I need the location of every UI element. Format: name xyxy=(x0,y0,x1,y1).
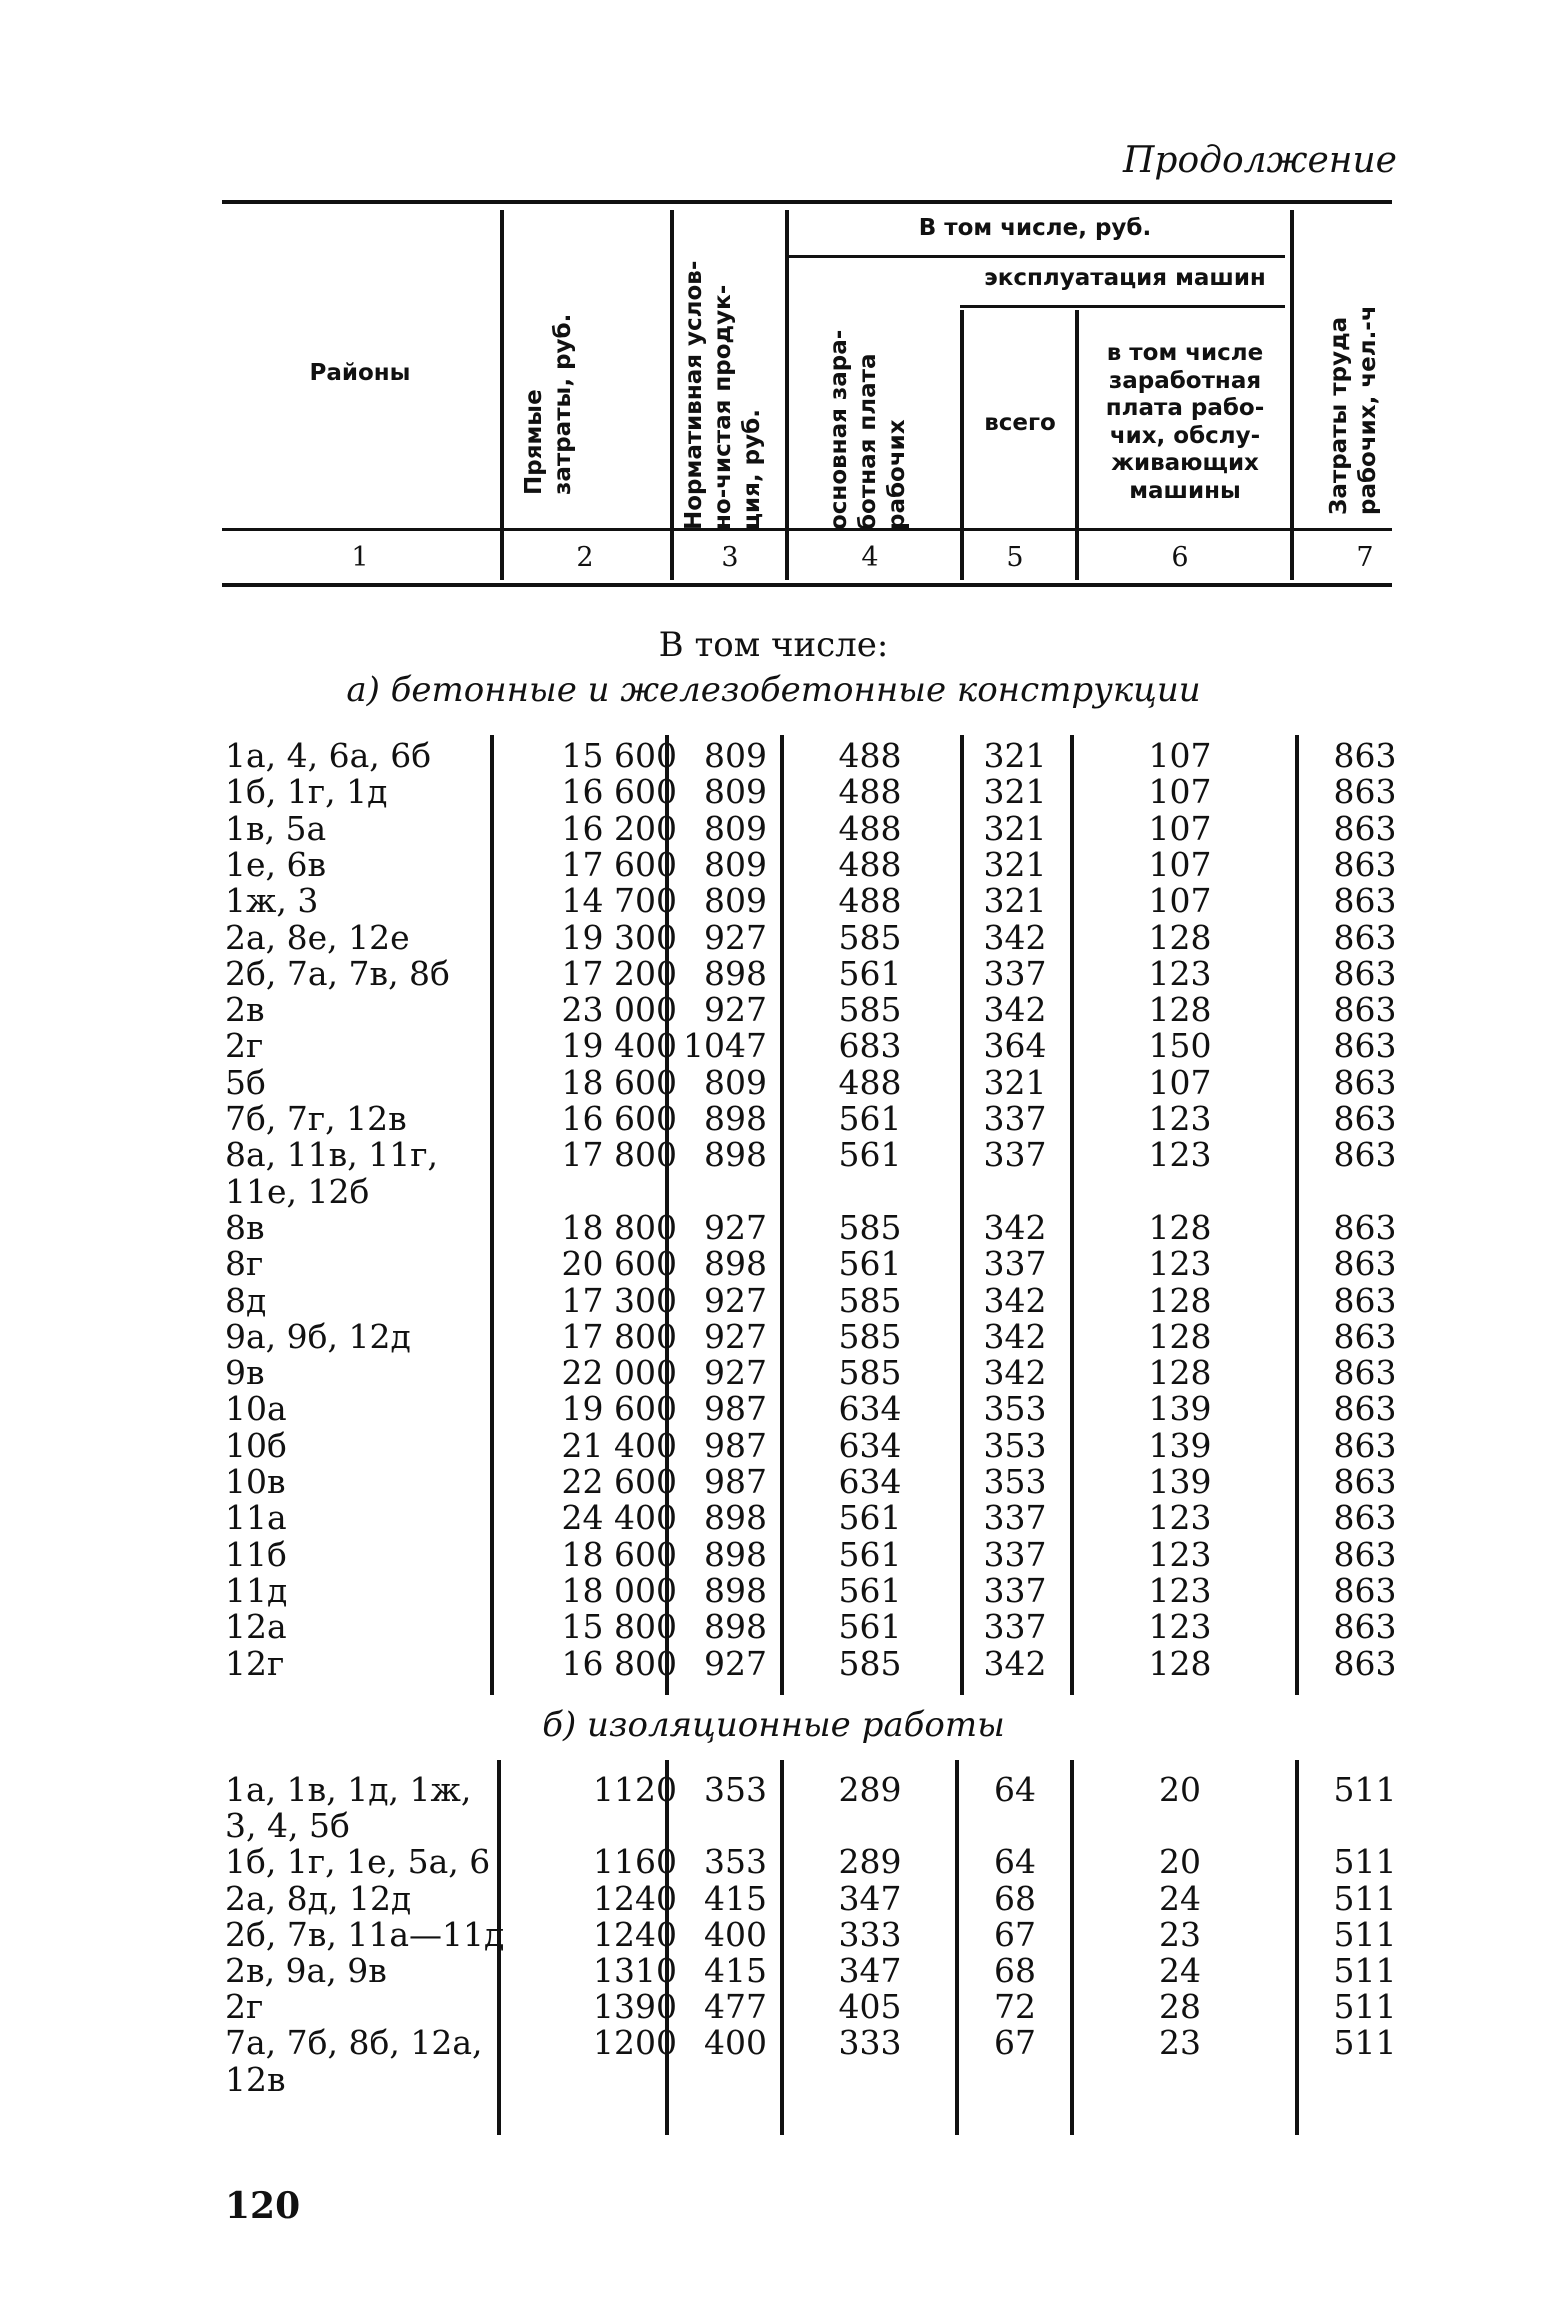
section-a-cell-col7: 863 xyxy=(1333,1099,1397,1138)
table-row xyxy=(0,1989,1547,2025)
section-a-cell-col5: 321 xyxy=(983,1062,1047,1102)
section-b-cell-col7: 511 xyxy=(1333,1914,1397,1954)
section-a-cell-col3: 927 xyxy=(704,1316,767,1356)
section-b-cell-col4: 289 xyxy=(838,1770,902,1809)
section-a-cell-col7: 863 xyxy=(1333,844,1397,884)
section-a-cell-col1: 9а, 9б, 12д xyxy=(225,1316,411,1356)
table-row xyxy=(0,1062,1547,1102)
section-a-cell-col5: 321 xyxy=(983,772,1047,812)
section-a-cell-col2: 16 600 xyxy=(561,772,677,812)
section-b-cell-col1: 2б, 7в, 11а—11д xyxy=(225,1914,505,1954)
section-b-cell-col6: 23 xyxy=(1159,1914,1201,1954)
table-row xyxy=(0,1101,1547,1137)
header-top-rule xyxy=(222,200,1392,204)
section-a-cell-col6: 128 xyxy=(1148,1353,1212,1393)
section-a-cell-col1: 12а xyxy=(225,1607,287,1647)
table-row xyxy=(0,1137,1547,1173)
section-intro: В том числе: xyxy=(658,625,889,665)
section-a-cell-col7: 863 xyxy=(1333,1207,1397,1247)
section-b-cell-col6: 24 xyxy=(1159,1951,1201,1990)
table-row xyxy=(0,1500,1547,1536)
table-row xyxy=(0,1028,1547,1064)
section-a-cell-col6: 123 xyxy=(1148,1244,1212,1284)
page-number: 120 xyxy=(225,2185,301,2227)
section-a-cell-col1: 11а xyxy=(225,1498,287,1538)
section-a-cell-col1: 2б, 7а, 7в, 8б xyxy=(225,953,450,993)
header-vrule-2 xyxy=(670,210,674,580)
section-a-cell-col4: 585 xyxy=(838,1316,902,1356)
group-rule xyxy=(785,255,1285,258)
section-a-cell-col2: 18 800 xyxy=(561,1207,677,1247)
section-a-cell-col3: 987 xyxy=(704,1425,767,1465)
section-a-cell-col2: 22 600 xyxy=(561,1462,677,1501)
section-a-cell-col4: 634 xyxy=(838,1425,902,1465)
section-a-cell-col2: 19 400 xyxy=(561,1026,677,1066)
section-b-cell-col3: 477 xyxy=(704,1987,767,2027)
section-a-cell-col2: 23 000 xyxy=(561,990,677,1030)
section-a-cell-col2: 17 200 xyxy=(561,953,677,993)
section-a-cell-col3: 898 xyxy=(704,1135,767,1175)
section-b-cell-col4: 289 xyxy=(838,1842,902,1882)
section-a-cell-col5: 353 xyxy=(983,1389,1047,1429)
section-a-cell-col5: 353 xyxy=(983,1462,1047,1501)
section-a-cell-col5: 337 xyxy=(983,1607,1047,1647)
section-b-cell-col5: 68 xyxy=(994,1878,1036,1918)
section-a-cell-col4: 634 xyxy=(838,1462,902,1501)
section-a-cell-col1: 2а, 8е, 12е xyxy=(225,917,410,957)
col-number-7: 7 xyxy=(1356,542,1374,573)
section-a-cell-col2: 15 600 xyxy=(561,736,677,775)
section-a-cell-col3: 898 xyxy=(704,1099,767,1138)
section-b-cell-col2: 1200 xyxy=(593,2023,677,2063)
section-a-cell-col2: 17 800 xyxy=(561,1135,677,1175)
section-b-cell-col2: 1390 xyxy=(593,1987,677,2027)
header-col5: всего xyxy=(984,410,1056,436)
section-b-title: б) изоляционные работы xyxy=(542,1705,1005,1745)
section-a-cell-col5: 342 xyxy=(983,1207,1047,1247)
section-a-cell-col3: 927 xyxy=(704,917,767,957)
section-a-cell-col5: 337 xyxy=(983,1135,1047,1175)
section-a-cell-col5: 342 xyxy=(983,1353,1047,1393)
section-b-cell-col2: 1120 xyxy=(593,1770,677,1809)
section-b-cell-col1: 3, 4, 5б xyxy=(225,1806,350,1846)
section-b-cell-col1: 12в xyxy=(225,2059,286,2099)
table-row xyxy=(0,992,1547,1028)
section-a-cell-col1: 1в, 5а xyxy=(225,808,327,848)
section-a-cell-col3: 809 xyxy=(704,1062,767,1102)
section-a-cell-col2: 19 300 xyxy=(561,917,677,957)
header-col7: Затраты труда рабочих, чел.-ч xyxy=(1326,305,1381,515)
section-a-cell-col4: 585 xyxy=(838,1280,902,1320)
section-a-cell-col6: 128 xyxy=(1148,1207,1212,1247)
col-number-6: 6 xyxy=(1171,542,1189,573)
section-a-cell-col1: 9в xyxy=(225,1353,265,1393)
section-a-cell-col1: 1ж, 3 xyxy=(225,881,319,921)
section-a-cell-col1: 8а, 11в, 11г, xyxy=(225,1135,438,1175)
section-a-cell-col2: 18 000 xyxy=(561,1570,677,1610)
table-row xyxy=(0,1534,1547,1574)
section-a-cell-col2: 24 400 xyxy=(561,1498,677,1538)
section-a-cell-col1: 11е, 12б xyxy=(225,1171,370,1211)
section-b-cell-col6: 24 xyxy=(1159,1878,1201,1918)
table-row xyxy=(0,1280,1547,1320)
section-a-cell-col6: 107 xyxy=(1148,844,1212,884)
table-row xyxy=(0,1464,1547,1500)
col-number-2: 2 xyxy=(576,542,594,573)
section-a-cell-col6: 150 xyxy=(1148,1026,1212,1066)
section-a-cell-col4: 561 xyxy=(838,1534,902,1574)
section-a-cell-col7: 863 xyxy=(1333,1570,1397,1610)
section-a-cell-col3: 809 xyxy=(704,881,767,921)
section-a-cell-col2: 17 800 xyxy=(561,1316,677,1356)
section-a-cell-col1: 10б xyxy=(225,1425,287,1465)
table-row xyxy=(0,1643,1547,1683)
section-b-cell-col1: 1а, 1в, 1д, 1ж, xyxy=(225,1770,472,1809)
section-a-cell-col4: 561 xyxy=(838,1498,902,1538)
section-b-cell-col4: 333 xyxy=(838,2023,902,2063)
section-b-cell-col6: 28 xyxy=(1159,1987,1201,2027)
section-a-cell-col4: 585 xyxy=(838,917,902,957)
header-col4: основная зара-ботная плата рабочих xyxy=(826,329,910,530)
section-a-cell-col6: 128 xyxy=(1148,990,1212,1030)
section-a-cell-col1: 7б, 7г, 12в xyxy=(225,1099,407,1138)
section-a-cell-col3: 1047 xyxy=(683,1026,767,1066)
section-a-cell-col4: 561 xyxy=(838,953,902,993)
section-a-cell-col4: 585 xyxy=(838,1353,902,1393)
section-a-cell-col1: 11д xyxy=(225,1570,288,1610)
table-row xyxy=(0,844,1547,884)
table-row xyxy=(0,917,1547,957)
section-b-cell-col4: 333 xyxy=(838,1914,902,1954)
section-a-cell-col2: 17 300 xyxy=(561,1280,677,1320)
section-a-cell-col3: 809 xyxy=(704,736,767,775)
section-a-cell-col1: 10а xyxy=(225,1389,287,1429)
section-a-cell-col6: 107 xyxy=(1148,736,1212,775)
section-a-cell-col5: 342 xyxy=(983,917,1047,957)
section-a-cell-col3: 927 xyxy=(704,990,767,1030)
header-bottom-rule xyxy=(222,528,1392,531)
section-a-cell-col7: 863 xyxy=(1333,1135,1397,1175)
section-b-cell-col1: 1б, 1г, 1е, 5а, 6 xyxy=(225,1842,491,1882)
section-b-cell-col4: 347 xyxy=(838,1951,902,1990)
section-a-cell-col6: 107 xyxy=(1148,772,1212,812)
table-row xyxy=(0,1878,1547,1918)
section-a-cell-col3: 809 xyxy=(704,808,767,848)
section-a-cell-col1: 8г xyxy=(225,1244,264,1284)
section-a-cell-col1: 5б xyxy=(225,1062,266,1102)
section-b-cell-col6: 20 xyxy=(1159,1770,1201,1809)
section-a-cell-col7: 863 xyxy=(1333,953,1397,993)
header-vrule-6 xyxy=(1290,210,1294,580)
section-a-cell-col6: 128 xyxy=(1148,917,1212,957)
section-b-cell-col4: 405 xyxy=(838,1987,902,2027)
section-a-cell-col7: 863 xyxy=(1333,772,1397,812)
section-a-cell-col3: 927 xyxy=(704,1353,767,1393)
section-b-cell-col2: 1160 xyxy=(593,1842,677,1882)
section-a-cell-col5: 321 xyxy=(983,808,1047,848)
header-col6: в том числе заработная плата рабо-чих, обслу-живающих машины xyxy=(1105,340,1265,504)
section-a-cell-col5: 342 xyxy=(983,1316,1047,1356)
section-b-cell-col2: 1240 xyxy=(593,1878,677,1918)
section-a-cell-col3: 927 xyxy=(704,1643,767,1683)
section-a-cell-col6: 123 xyxy=(1148,1570,1212,1610)
section-a-cell-col4: 561 xyxy=(838,1607,902,1647)
section-a-cell-col6: 139 xyxy=(1148,1389,1212,1429)
section-a-cell-col5: 321 xyxy=(983,881,1047,921)
section-a-cell-col7: 863 xyxy=(1333,736,1397,775)
section-a-cell-col1: 2г xyxy=(225,1026,264,1066)
section-a-cell-col2: 20 600 xyxy=(561,1244,677,1284)
section-a-cell-col7: 863 xyxy=(1333,1498,1397,1538)
section-a-cell-col6: 107 xyxy=(1148,808,1212,848)
section-a-cell-col2: 21 400 xyxy=(561,1425,677,1465)
header-col3: Нормативная услов-но-чистая продук-ция, руб. xyxy=(681,260,765,530)
section-a-cell-col2: 16 800 xyxy=(561,1643,677,1683)
section-b-cell-col1: 7а, 7б, 8б, 12а, xyxy=(225,2023,483,2063)
table-row xyxy=(0,1425,1547,1465)
section-a-cell-col3: 987 xyxy=(704,1462,767,1501)
section-a-cell-col1: 2в xyxy=(225,990,265,1030)
section-a-cell-col4: 683 xyxy=(838,1026,902,1066)
section-a-cell-col4: 488 xyxy=(838,844,902,884)
section-a-cell-col1: 8д xyxy=(225,1280,267,1320)
section-a-cell-col3: 927 xyxy=(704,1280,767,1320)
section-a-cell-col6: 123 xyxy=(1148,1607,1212,1647)
section-b-cell-col3: 400 xyxy=(704,1914,767,1954)
header-vrule-3 xyxy=(785,210,789,580)
section-a-cell-col7: 863 xyxy=(1333,1462,1397,1501)
section-a-cell-col4: 561 xyxy=(838,1244,902,1284)
section-a-cell-col7: 863 xyxy=(1333,1316,1397,1356)
section-a-cell-col5: 342 xyxy=(983,1280,1047,1320)
section-a-cell-col2: 17 600 xyxy=(561,844,677,884)
section-a-cell-col5: 342 xyxy=(983,1643,1047,1683)
section-a-cell-col5: 337 xyxy=(983,1244,1047,1284)
section-b-cell-col3: 415 xyxy=(704,1951,767,1990)
section-b-cell-col7: 511 xyxy=(1333,1878,1397,1918)
section-a-cell-col6: 123 xyxy=(1148,1498,1212,1538)
section-b-cell-col1: 2а, 8д, 12д xyxy=(225,1878,412,1918)
table-row xyxy=(0,1207,1547,1247)
section-a-cell-col7: 863 xyxy=(1333,1280,1397,1320)
section-a-cell-col1: 11б xyxy=(225,1534,287,1574)
section-b-cell-col3: 353 xyxy=(704,1770,767,1809)
section-b-cell-col1: 2г xyxy=(225,1987,264,2027)
section-a-cell-col4: 488 xyxy=(838,808,902,848)
section-a-cell-col5: 342 xyxy=(983,990,1047,1030)
section-b-cell-col4: 347 xyxy=(838,1878,902,1918)
section-a-cell-col6: 128 xyxy=(1148,1280,1212,1320)
col-number-4: 4 xyxy=(861,542,879,573)
header-vrule-4 xyxy=(960,310,964,580)
table-row xyxy=(0,1953,1547,1989)
table-row xyxy=(0,1391,1547,1427)
header-subgroup: эксплуатация машин xyxy=(984,265,1266,291)
table-row xyxy=(0,1772,1547,1808)
section-b-cell-col5: 64 xyxy=(994,1842,1036,1882)
section-b-cell-col3: 415 xyxy=(704,1878,767,1918)
header-col2: Прямые затраты, руб. xyxy=(521,313,576,495)
section-b-cell-col7: 511 xyxy=(1333,1842,1397,1882)
table-row xyxy=(0,2059,1547,2099)
section-a-cell-col4: 488 xyxy=(838,1062,902,1102)
table-row xyxy=(0,1808,1547,1844)
section-a-cell-col3: 809 xyxy=(704,772,767,812)
section-a-cell-col6: 123 xyxy=(1148,953,1212,993)
table-row xyxy=(0,774,1547,810)
section-a-cell-col4: 561 xyxy=(838,1135,902,1175)
section-a-cell-col5: 353 xyxy=(983,1425,1047,1465)
section-a-cell-col4: 634 xyxy=(838,1389,902,1429)
section-b-cell-col6: 23 xyxy=(1159,2023,1201,2063)
continuation-label: Продолжение xyxy=(1123,140,1397,181)
section-a-cell-col4: 585 xyxy=(838,1207,902,1247)
section-b-cell-col5: 67 xyxy=(994,1914,1036,1954)
section-a-cell-col3: 898 xyxy=(704,1570,767,1610)
section-a-cell-col2: 18 600 xyxy=(561,1534,677,1574)
section-a-cell-col7: 863 xyxy=(1333,1026,1397,1066)
table-row xyxy=(0,1609,1547,1645)
section-a-cell-col1: 1б, 1г, 1д xyxy=(225,772,388,812)
col-number-1: 1 xyxy=(351,542,369,573)
section-a-cell-col7: 863 xyxy=(1333,1353,1397,1393)
section-a-cell-col4: 488 xyxy=(838,772,902,812)
table-row xyxy=(0,1844,1547,1880)
section-b-cell-col5: 67 xyxy=(994,2023,1036,2063)
section-a-cell-col4: 561 xyxy=(838,1099,902,1138)
table-row xyxy=(0,883,1547,919)
section-a-cell-col1: 12г xyxy=(225,1643,285,1683)
section-b-cell-col7: 511 xyxy=(1333,1951,1397,1990)
table-row xyxy=(0,1570,1547,1610)
table-row xyxy=(0,2025,1547,2061)
section-a-cell-col7: 863 xyxy=(1333,1425,1397,1465)
section-a-cell-col2: 18 600 xyxy=(561,1062,677,1102)
section-b-cell-col7: 511 xyxy=(1333,1987,1397,2027)
section-a-cell-col4: 488 xyxy=(838,881,902,921)
section-a-cell-col5: 321 xyxy=(983,844,1047,884)
header-vrule-5 xyxy=(1075,310,1079,580)
section-b-cell-col5: 68 xyxy=(994,1951,1036,1990)
section-a-cell-col3: 898 xyxy=(704,1498,767,1538)
section-a-cell-col3: 809 xyxy=(704,844,767,884)
section-a-cell-col5: 337 xyxy=(983,1498,1047,1538)
section-b-cell-col3: 400 xyxy=(704,2023,767,2063)
section-a-cell-col1: 1е, 6в xyxy=(225,844,327,884)
section-a-cell-col5: 337 xyxy=(983,953,1047,993)
section-a-title: а) бетонные и железобетонные конструкции xyxy=(346,670,1201,710)
table-row xyxy=(0,953,1547,993)
table-row xyxy=(0,1355,1547,1391)
numbers-bottom-rule xyxy=(222,583,1392,587)
table-row xyxy=(0,738,1547,774)
section-a-cell-col3: 898 xyxy=(704,1244,767,1284)
section-a-cell-col6: 123 xyxy=(1148,1534,1212,1574)
section-a-cell-col2: 16 200 xyxy=(561,808,677,848)
section-a-cell-col5: 321 xyxy=(983,736,1047,775)
section-a-cell-col7: 863 xyxy=(1333,1244,1397,1284)
section-b-cell-col5: 72 xyxy=(994,1987,1036,2027)
header-group: В том числе, руб. xyxy=(918,215,1152,241)
section-a-cell-col3: 898 xyxy=(704,953,767,993)
col-number-5: 5 xyxy=(1006,542,1024,573)
section-a-cell-col5: 337 xyxy=(983,1570,1047,1610)
section-a-cell-col3: 987 xyxy=(704,1389,767,1429)
table-row xyxy=(0,1914,1547,1954)
section-a-cell-col3: 898 xyxy=(704,1534,767,1574)
section-a-cell-col7: 863 xyxy=(1333,990,1397,1030)
section-a-cell-col6: 139 xyxy=(1148,1462,1212,1501)
section-a-cell-col2: 22 000 xyxy=(561,1353,677,1393)
section-a-cell-col1: 1а, 4, 6а, 6б xyxy=(225,736,432,775)
section-a-cell-col7: 863 xyxy=(1333,1389,1397,1429)
section-b-cell-col2: 1310 xyxy=(593,1951,677,1990)
section-a-cell-col4: 585 xyxy=(838,1643,902,1683)
section-b-cell-col6: 20 xyxy=(1159,1842,1201,1882)
section-b-cell-col3: 353 xyxy=(704,1842,767,1882)
section-a-cell-col5: 364 xyxy=(983,1026,1047,1066)
section-a-cell-col1: 10в xyxy=(225,1462,286,1501)
section-a-cell-col7: 863 xyxy=(1333,1607,1397,1647)
section-a-cell-col7: 863 xyxy=(1333,1062,1397,1102)
header-col1: Районы xyxy=(309,360,411,386)
section-b-cell-col5: 64 xyxy=(994,1770,1036,1809)
section-a-cell-col2: 14 700 xyxy=(561,881,677,921)
section-a-cell-col5: 337 xyxy=(983,1099,1047,1138)
section-b-cell-col7: 511 xyxy=(1333,2023,1397,2063)
section-a-cell-col6: 128 xyxy=(1148,1643,1212,1683)
section-a-cell-col7: 863 xyxy=(1333,1643,1397,1683)
section-a-cell-col2: 19 600 xyxy=(561,1389,677,1429)
table-row xyxy=(0,1316,1547,1356)
section-a-cell-col3: 898 xyxy=(704,1607,767,1647)
section-a-cell-col7: 863 xyxy=(1333,917,1397,957)
table-row xyxy=(0,808,1547,848)
section-b-cell-col1: 2в, 9а, 9в xyxy=(225,1951,387,1990)
section-a-cell-col7: 863 xyxy=(1333,1534,1397,1574)
section-a-cell-col2: 15 800 xyxy=(561,1607,677,1647)
header-vrule-1 xyxy=(500,210,504,580)
section-b-cell-col2: 1240 xyxy=(593,1914,677,1954)
col-number-3: 3 xyxy=(721,542,739,573)
section-a-cell-col6: 107 xyxy=(1148,1062,1212,1102)
section-a-cell-col7: 863 xyxy=(1333,808,1397,848)
section-a-cell-col4: 488 xyxy=(838,736,902,775)
subgroup-rule xyxy=(960,305,1285,308)
section-a-cell-col4: 585 xyxy=(838,990,902,1030)
section-b-cell-col7: 511 xyxy=(1333,1770,1397,1809)
section-a-cell-col3: 927 xyxy=(704,1207,767,1247)
table-row xyxy=(0,1246,1547,1282)
section-a-cell-col7: 863 xyxy=(1333,881,1397,921)
section-a-cell-col6: 139 xyxy=(1148,1425,1212,1465)
section-a-cell-col6: 123 xyxy=(1148,1099,1212,1138)
section-a-cell-col6: 123 xyxy=(1148,1135,1212,1175)
section-a-cell-col6: 107 xyxy=(1148,881,1212,921)
table-row xyxy=(0,1171,1547,1211)
section-a-cell-col4: 561 xyxy=(838,1570,902,1610)
section-a-cell-col5: 337 xyxy=(983,1534,1047,1574)
section-a-cell-col2: 16 600 xyxy=(561,1099,677,1138)
section-a-cell-col6: 128 xyxy=(1148,1316,1212,1356)
section-a-cell-col1: 8в xyxy=(225,1207,265,1247)
